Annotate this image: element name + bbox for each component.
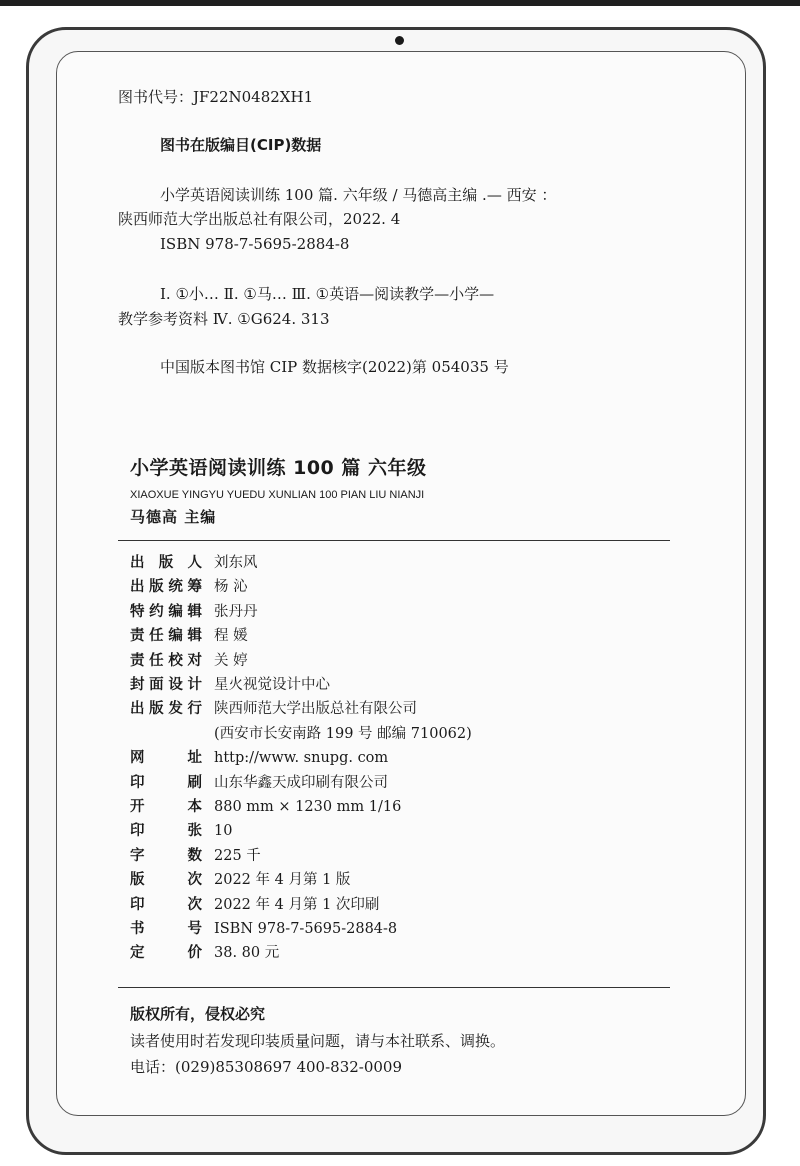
detail-label	[130, 820, 202, 842]
detail-label-char: 刷	[187, 774, 202, 791]
divider-bottom	[118, 987, 670, 988]
copyright-notice: 版权所有，侵权必究	[130, 1005, 266, 1023]
detail-label-char: 统	[168, 579, 183, 596]
detail-row	[130, 918, 650, 940]
detail-label-char: 价	[187, 945, 202, 962]
detail-label-char: 出	[130, 579, 145, 596]
detail-value: 山东华鑫天成印刷有限公司	[214, 774, 388, 791]
detail-label	[130, 698, 202, 720]
detail-row	[130, 698, 650, 720]
detail-label	[130, 747, 202, 769]
detail-label-char: 版	[130, 872, 145, 889]
detail-row	[130, 552, 650, 574]
detail-label-char: 号	[187, 921, 202, 937]
detail-label	[130, 552, 202, 574]
detail-value: 星火视觉设计中心	[214, 677, 330, 693]
detail-value: http://www. snupg. com	[214, 750, 389, 767]
detail-label-char: 出	[130, 555, 145, 571]
detail-label-char: 数	[187, 847, 202, 864]
detail-label-char: 计	[187, 677, 202, 693]
detail-row	[130, 942, 650, 964]
detail-row	[130, 869, 650, 891]
detail-label-char: 编	[168, 628, 183, 645]
detail-label-char: 辑	[187, 628, 202, 645]
detail-label	[130, 601, 202, 623]
detail-row	[130, 820, 650, 842]
detail-value: 10	[214, 823, 233, 840]
detail-label-char: 约	[149, 603, 164, 620]
detail-label-char: 定	[130, 945, 145, 962]
detail-label-char: 印	[130, 774, 145, 791]
detail-label-char: 校	[168, 652, 183, 669]
detail-row	[130, 601, 650, 623]
detail-label	[130, 723, 202, 745]
detail-value: 2022 年 4 月第 1 次印刷	[214, 896, 380, 913]
camera-dot-icon	[395, 36, 404, 45]
detail-label-char: 辑	[187, 603, 202, 620]
detail-label	[130, 918, 202, 940]
detail-value: 2022 年 4 月第 1 版	[214, 872, 351, 889]
cip-line-2: 陕西师范大学出版总社有限公司，2022. 4	[118, 210, 401, 228]
detail-label-char: 张	[187, 823, 202, 840]
detail-label-char: 版	[149, 701, 164, 718]
cip-line-6: 中国版本图书馆 CIP 数据核字(2022)第 054035 号	[160, 358, 509, 376]
book-title-pinyin: XIAOXUE YINGYU YUEDU XUNLIAN 100 PIAN LIU NIANJI	[130, 489, 425, 501]
detail-label-char: 任	[149, 628, 164, 645]
detail-value: ISBN 978-7-5695-2884-8	[214, 921, 398, 937]
detail-label-char: 封	[130, 677, 145, 693]
divider-top	[118, 540, 670, 541]
detail-row	[130, 625, 650, 647]
detail-row	[130, 674, 650, 696]
detail-label-char: 发	[168, 701, 183, 718]
contact-phone: 电话：(029)85308697 400-832-0009	[130, 1058, 403, 1076]
detail-label-char: 开	[130, 799, 145, 815]
detail-value: 225 千	[214, 847, 261, 864]
detail-label-char: 址	[187, 750, 202, 767]
detail-value: 关 婷	[214, 652, 248, 669]
detail-label	[130, 650, 202, 672]
detail-row	[130, 747, 650, 769]
cip-heading: 图书在版编目(CIP)数据	[160, 136, 322, 154]
detail-row	[130, 650, 650, 672]
top-edge-bar	[0, 0, 800, 6]
detail-label-char: 对	[187, 652, 202, 669]
detail-label-char: 字	[130, 847, 145, 864]
detail-label-char: 特	[130, 603, 145, 620]
detail-label	[130, 772, 202, 794]
detail-value: (西安市长安南路 199 号 邮编 710062)	[214, 725, 472, 742]
detail-row	[130, 845, 650, 867]
detail-row	[130, 576, 650, 598]
quality-notice: 读者使用时若发现印装质量问题，请与本社联系、调换。	[130, 1032, 506, 1050]
detail-label-char: 次	[187, 872, 202, 889]
detail-label-char: 编	[168, 603, 183, 620]
detail-label-char: 次	[187, 896, 202, 913]
book-editor: 马德高 主编	[130, 508, 217, 526]
detail-label-char: 设	[168, 677, 183, 693]
detail-label-char: 责	[130, 652, 145, 669]
detail-value: 刘东风	[214, 555, 258, 571]
detail-label	[130, 894, 202, 916]
detail-row	[130, 723, 650, 745]
detail-label	[130, 942, 202, 964]
detail-label-char: 责	[130, 628, 145, 645]
detail-value: 880 mm × 1230 mm 1/16	[214, 799, 402, 815]
detail-value: 程 媛	[214, 628, 248, 645]
detail-label-char: 书	[130, 921, 145, 937]
cip-line-4: Ⅰ. ①小… Ⅱ. ①马… Ⅲ. ①英语—阅读教学—小学—	[160, 285, 495, 303]
detail-label-char: 本	[187, 799, 202, 815]
detail-label	[130, 625, 202, 647]
detail-label-char: 行	[187, 701, 202, 718]
detail-label-char: 筹	[187, 579, 202, 596]
detail-label-char: 印	[130, 823, 145, 840]
detail-value: 陕西师范大学出版总社有限公司	[214, 701, 417, 718]
detail-label-char: 任	[149, 652, 164, 669]
detail-label	[130, 576, 202, 598]
detail-value: 38. 80 元	[214, 945, 280, 962]
cip-line-1: 小学英语阅读训练 100 篇. 六年级 / 马德高主编 .— 西安 ：	[160, 186, 557, 204]
detail-label-char: 面	[149, 677, 164, 693]
detail-row	[130, 796, 650, 818]
book-code: 图书代号：JF22N0482XH1	[118, 88, 314, 106]
book-title: 小学英语阅读训练 100 篇 六年级	[130, 457, 427, 479]
detail-label-char: 版	[149, 579, 164, 596]
detail-label-char: 出	[130, 701, 145, 718]
cip-isbn: ISBN 978-7-5695-2884-8	[160, 235, 350, 253]
detail-value: 张丹丹	[214, 603, 258, 620]
detail-label-char: 人	[187, 555, 202, 571]
detail-row	[130, 894, 650, 916]
detail-label	[130, 845, 202, 867]
detail-label-char: 版	[158, 555, 174, 571]
detail-label	[130, 796, 202, 818]
detail-label-char: 网	[130, 750, 145, 767]
detail-label	[130, 869, 202, 891]
detail-row	[130, 772, 650, 794]
detail-value: 杨 沁	[214, 579, 248, 596]
cip-line-5: 教学参考资料 Ⅳ. ①G624. 313	[118, 310, 330, 328]
detail-label-char: 印	[130, 896, 145, 913]
detail-label	[130, 674, 202, 696]
